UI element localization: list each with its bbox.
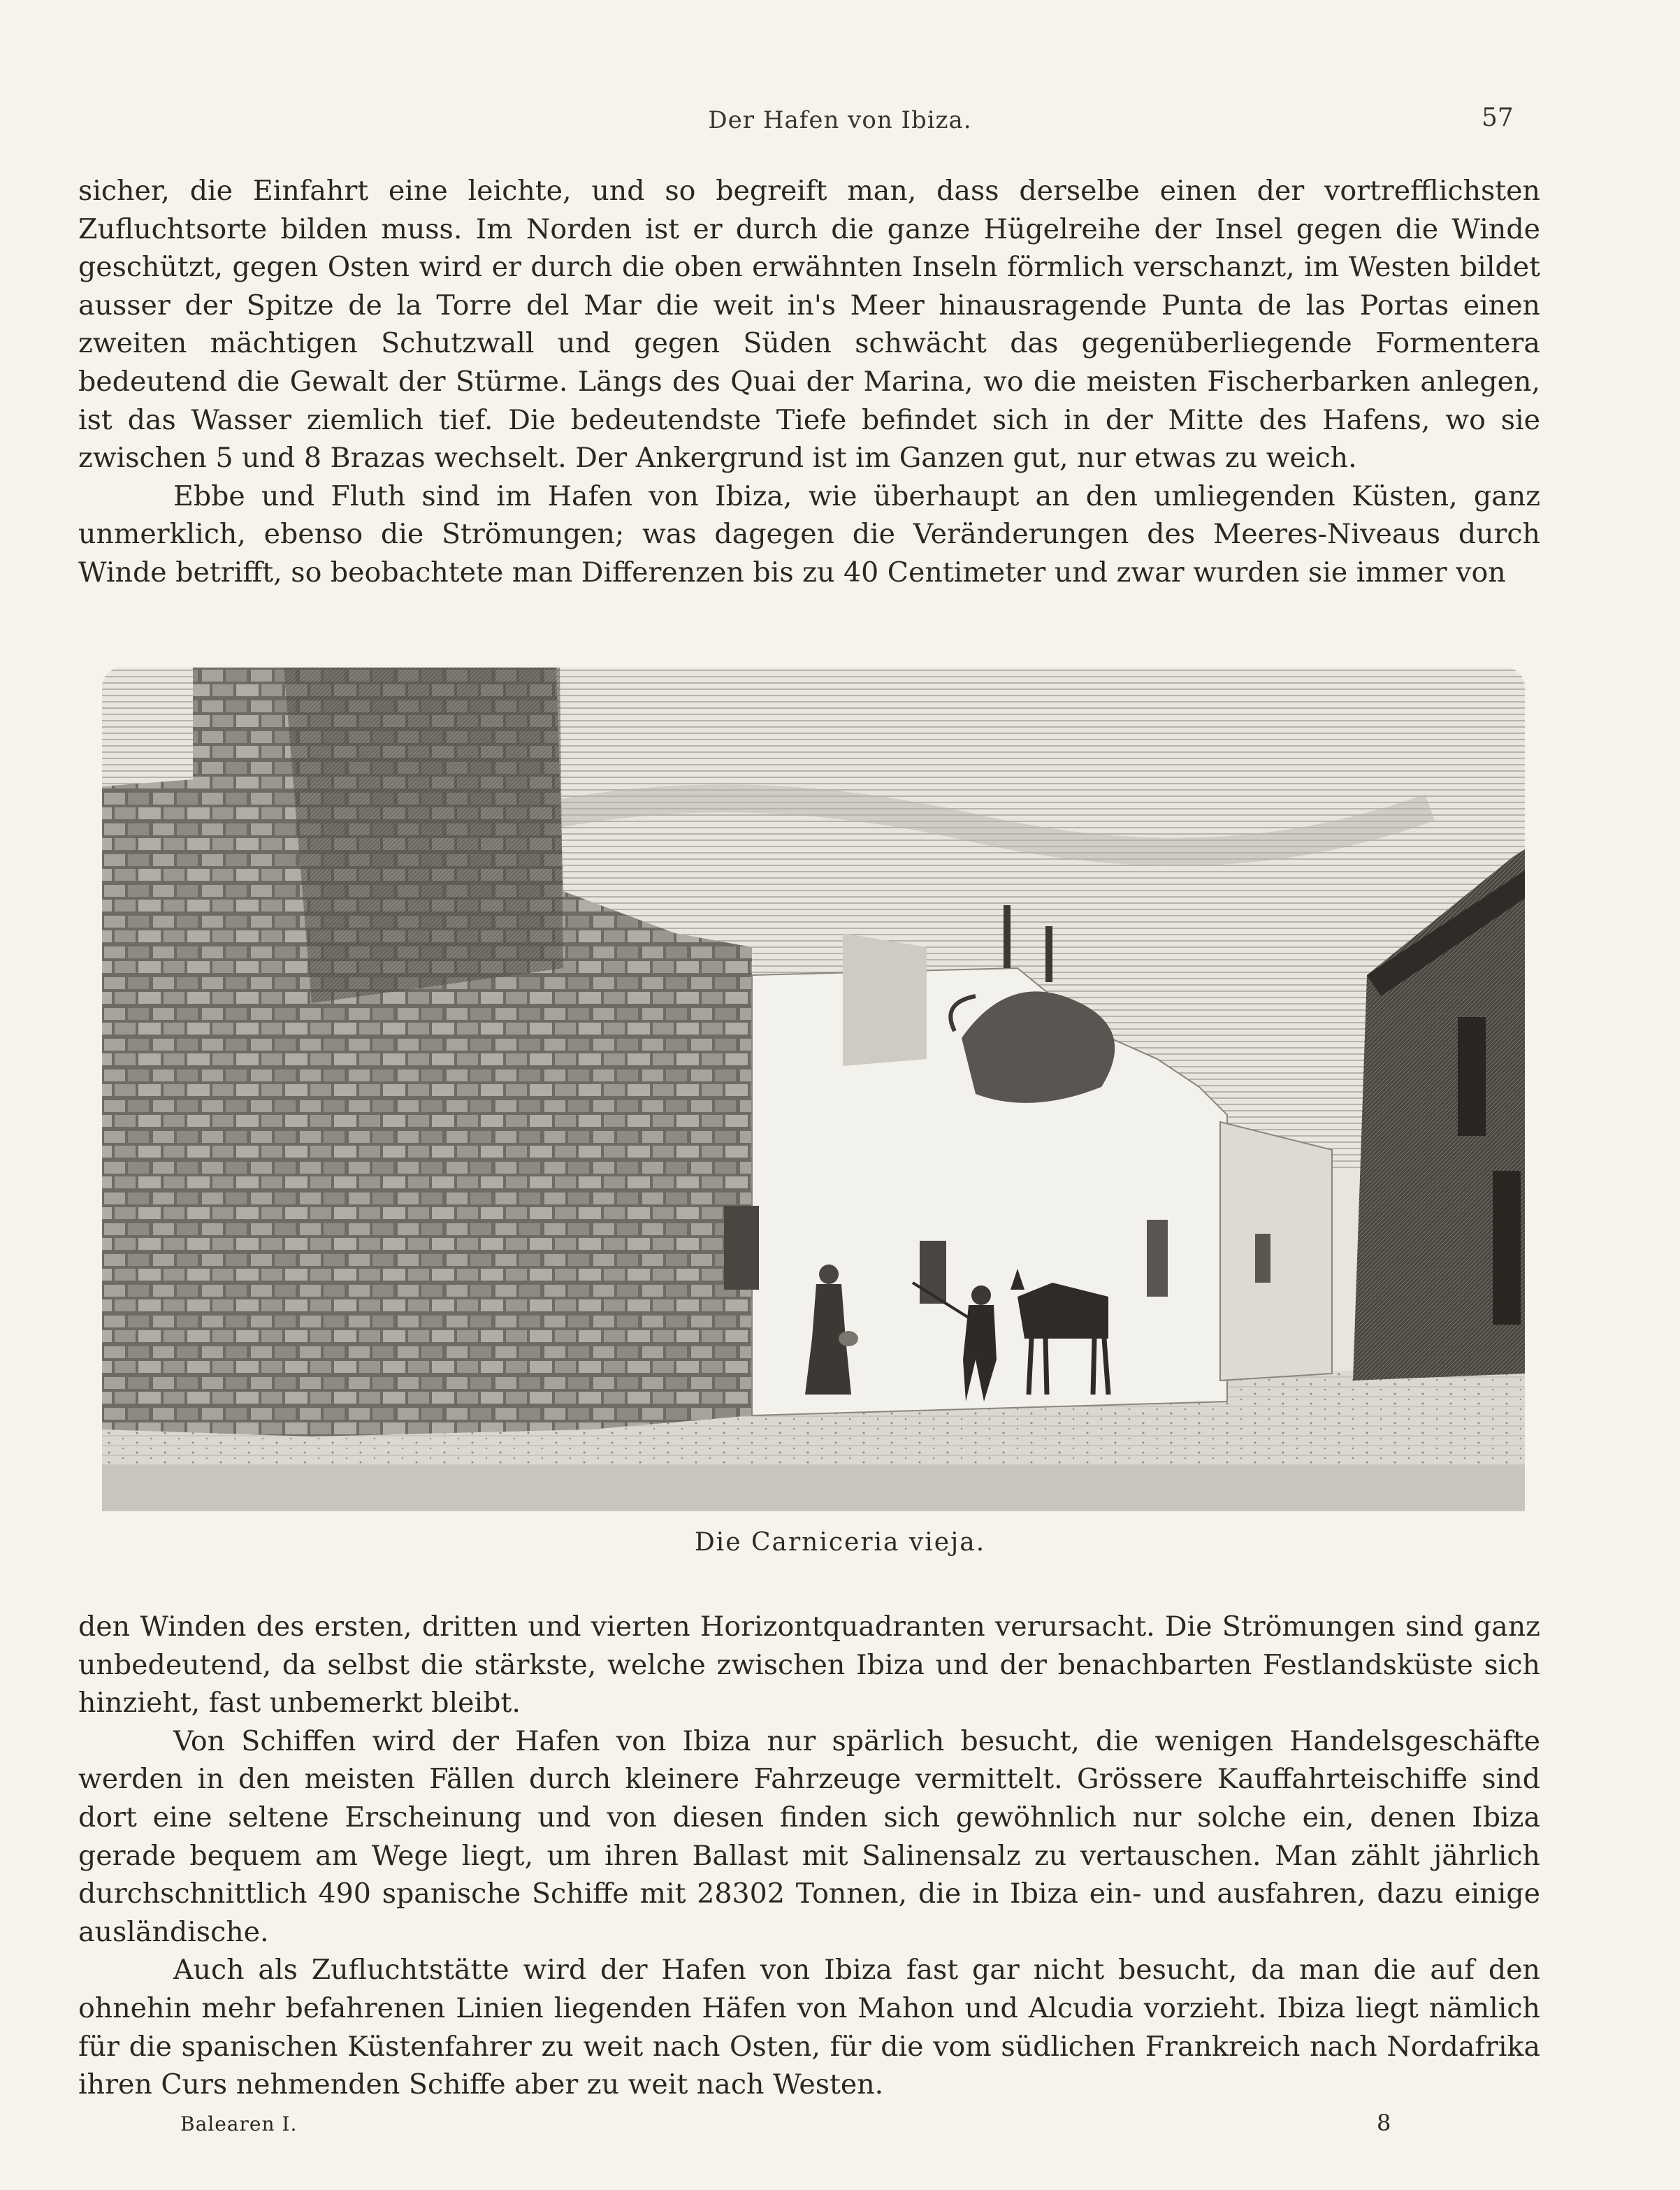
paragraph: Von Schiffen wird der Hafen von Ibiza nur spärlich besucht, die wenigen Handelsgeschäfte werden in den meisten Fällen durch kleinere Fahrzeuge vermittelt. Grössere Kauffahrteischiffe sind dort eine seltene Erscheinung und von diesen finden sich gewöhnlich nur solche ein, denen Ibiza gerade bequem am Wege liegt, um ihren Ballast mit Salinensalz zu vertauschen. Man zählt jährlich durchschnittlich 490 spanische Schiffe mit 28302 Tonnen, die in Ibiza ein- und ausfahren, dazu einige ausländische. <box>78 1724 1540 1948</box>
paragraph: Ebbe und Fluth sind im Hafen von Ibiza, wie überhaupt an den umliegenden Küsten, ganz unmerklich, ebenso die Strömungen; was dagegen die Veränderungen des Meeres-Niveaus durch Winde betrifft, so beobachtete man Differenzen bis zu 40 Centimeter und zwar wurden sie immer von <box>78 480 1540 589</box>
running-title: Der Hafen von Ibiza. <box>708 106 972 134</box>
printer-signature: Balearen I. <box>180 2112 298 2135</box>
paragraph: sicher, die Einfahrt eine leichte, und so begreift man, dass derselbe einen der vortrefflichsten Zufluchtsorte bilden muss. Im Norden ist er durch die ganze Hügelreihe der Insel gegen die Winde geschützt, gegen Osten wird er durch die oben erwähnten Inseln förmlich verschanzt, im Westen bildet ausser der Spitze de la Torre del Mar die weit in's Meer hinausragende Punta de las Portas einen zweiten mächtigen Schutzwall und gegen Süden schwächt das gegenüberliegende Formentera bedeutend die Gewalt der Stürme. Längs des Quai der Marina, wo die meisten Fischerbarken anlegen, ist das Wasser ziemlich tief. Die bedeutendste Tiefe befindet sich in der Mitte des Hafens, wo sie zwischen 5 und 8 Brazas wechselt. Der Ankergrund ist im Ganzen gut, nur etwas zu weich. <box>78 175 1540 475</box>
paragraph: Auch als Zufluchtstätte wird der Hafen von Ibiza fast gar nicht besucht, da man die auf den ohnehin mehr befahrenen Linien liegenden Häfen von Mahon und Alcudia vorzieht. Ibiza liegt nämlich für die spanischen Küstenfahrer zu weit nach Osten, für die vom südlichen Frankreich nach Nordafrika ihren Curs nehmenden Schiffe aber zu weit nach Westen. <box>78 1954 1540 2101</box>
sheet-number: 8 <box>1377 2110 1391 2136</box>
page-number: 57 <box>1482 103 1514 132</box>
body-text-bottom <box>78 1608 1540 2104</box>
engraving-illustration <box>102 668 1525 1511</box>
paragraph: den Winden des ersten, dritten und vierten Horizontquadranten verursacht. Die Strömungen sind ganz unbedeutend, da selbst die stärkste, welche zwischen Ibiza und der benachbarten Festlandsküste sich hinzieht, fast unbemerkt bleibt. <box>78 1611 1540 1720</box>
body-text-top <box>78 172 1540 592</box>
figure-caption: Die Carniceria vieja. <box>694 1528 986 1557</box>
engraving-svg <box>102 668 1525 1511</box>
